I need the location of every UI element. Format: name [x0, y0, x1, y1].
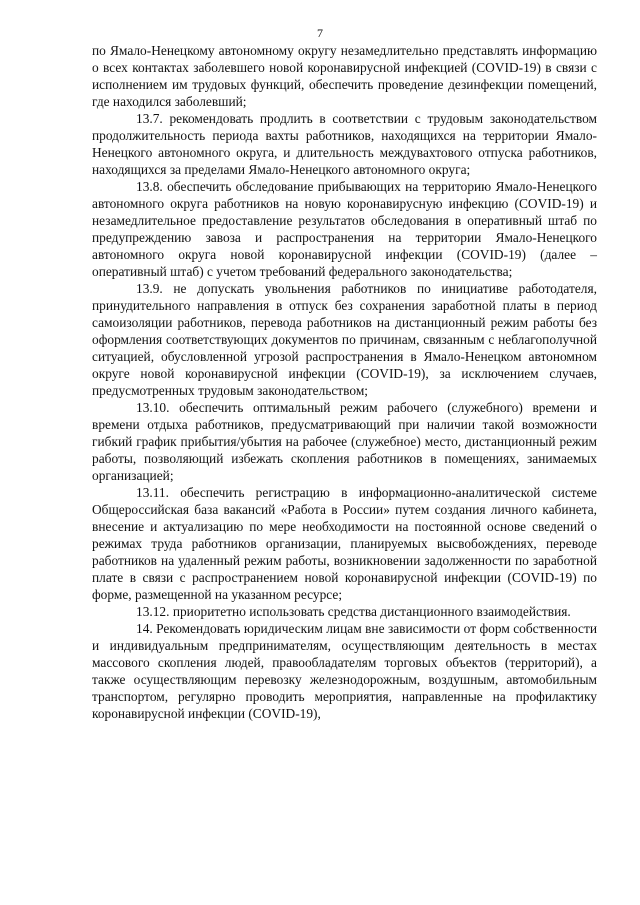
paragraph-13-10: 13.10. обеспечить оптимальный режим рабочего (служебного) времени и времени отдыха работников, предусматривающий при наличии такой возможности гибкий график прибытия/убытия на рабочее (служебное) место, дистанционный режим работы, позволяющий избежать скопления работников в помещениях, занимаемых организацией;	[92, 400, 597, 483]
paragraph-13-9: 13.9. не допускать увольнения работников по инициативе работодателя, принудительного направления в отпуск без сохранения заработной платы в период самоизоляции работников, перевода работников на дистанционный режим работы без оформления соответствующих документов по причинам, связанным с неблагополучной ситуацией, обусловленной угрозой распространения в Ямало-Ненецком автономном округе новой коронавирусной инфекции (COVID-19), за исключением случаев, предусмотренных трудовым законодательством;	[92, 281, 597, 398]
page-number: 7	[317, 26, 323, 40]
paragraph-13-11: 13.11. обеспечить регистрацию в информационно-аналитической системе Общероссийская база вакансий «Работа в России» путем создания личного кабинета, внесение и актуализацию по мере необходимости на постоянной основе сведений о режимах труда работников организации, планируемых высвобождениях, переводе работников на удаленный режим работы, возникновении задолженности по заработной плате в связи с распространением новой коронавирусной инфекции (COVID-19) по форме, размещенной на указанном ресурсе;	[92, 485, 597, 602]
paragraph-13-12: 13.12. приоритетно использовать средства дистанционного взаимодействия.	[136, 604, 571, 619]
paragraph-continuation: по Ямало-Ненецкому автономному округу незамедлительно представлять информацию о всех контактах заболевшего новой коронавирусной инфекцией (COVID-19) в связи с исполнением им трудовых функций, обеспечить проведение дезинфекции помещений, где находился заболевший;	[92, 43, 597, 109]
paragraph-14: 14. Рекомендовать юридическим лицам вне зависимости от форм собственности и индивидуальным предпринимателям, осуществляющим деятельность в местах массового скопления людей, правообладателям торговых объектов (территорий), а также осуществляющим перевозку железнодорожным, воздушным, автомобильным транспортом, регулярно проводить мероприятия, направленные на профилактику коронавирусной инфекции (COVID-19),	[92, 621, 597, 721]
document-body	[92, 42, 597, 722]
paragraph-13-8: 13.8. обеспечить обследование прибывающих на территорию Ямало-Ненецкого автономного округа работников на новую коронавирусную инфекцию (COVID-19) и незамедлительное предоставление результатов обследования в оперативный штаб по предупреждению завоза и распространения на территории Ямало-Ненецкого автономного округа новой коронавирусной инфекции (COVID-19) (далее – оперативный штаб) с учетом требований федерального законодательства;	[92, 179, 597, 279]
paragraph-13-7: 13.7. рекомендовать продлить в соответствии с трудовым законодательством продолжительность периода вахты работников, находящихся на территории Ямало-Ненецкого автономного округа, и длительность междувахтового отпуска работников, находящихся за пределами Ямало-Ненецкого автономного округа;	[92, 111, 597, 177]
